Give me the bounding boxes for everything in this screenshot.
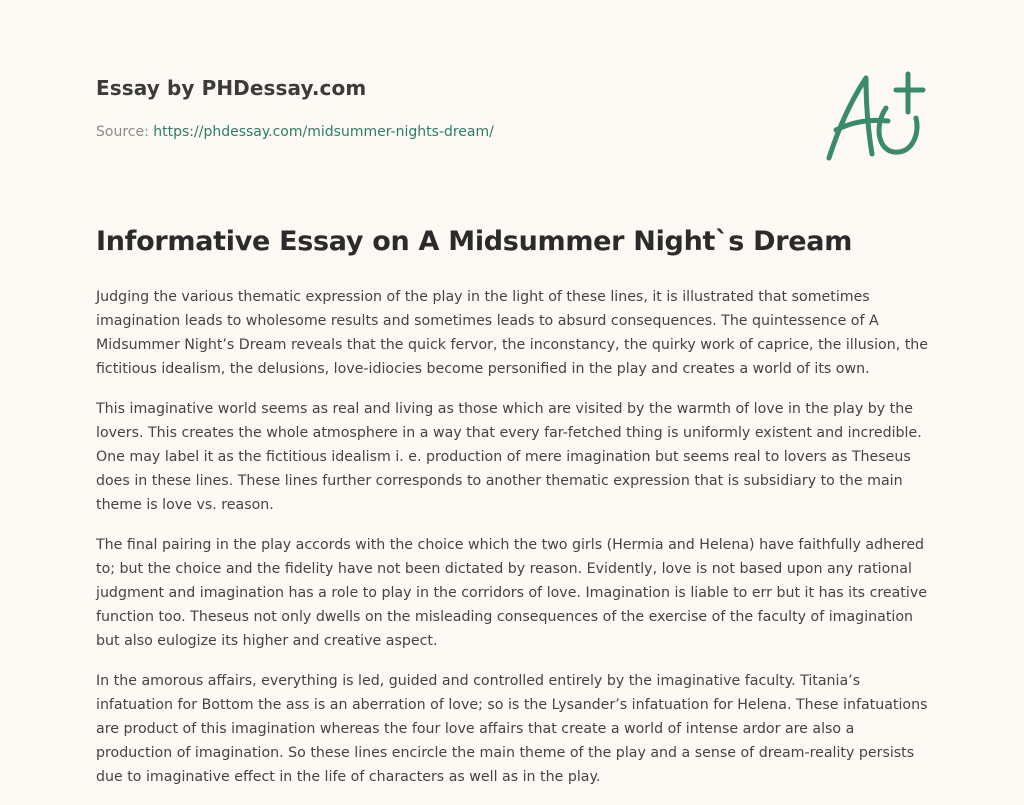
source-label: Source: xyxy=(96,124,149,140)
essay-paragraph: Judging the various thematic expression of the play in the light of these lines, it is illustrated that sometimes imagination leads to wholesome results and sometimes leads to absurd consequences. The quintessence of A Midsummer Night’s Dream reveals that the quick fervor, the inconstancy, the quirky work of caprice, the illusion, the fictitious idealism, the delusions, love-idiocies become personified in the play and creates a world of its own. xyxy=(96,289,928,377)
essay-title: Informative Essay on A Midsummer Night`s Dream xyxy=(96,226,853,257)
essay-paragraph: The final pairing in the play accords with the choice which the two girls (Hermia and Helena) have faithfully adhered to; but the choice and the fidelity have not been dictated by reason. Evidently, love is not based upon any rational judgment and imagination has a role to play in the corridors of love. Imagination is liable to err but it has its creative function too. Theseus not only dwells on the misleading consequences of the exercise of the faculty of imagination but also eulogize its higher and creative aspect. xyxy=(96,537,927,649)
brand-name: Essay by PHDessay.com xyxy=(96,76,367,100)
essay-body xyxy=(96,285,932,805)
site-header xyxy=(96,76,796,140)
a-plus-grade-icon xyxy=(822,68,932,164)
source-line xyxy=(96,124,494,140)
essay-paragraph: In the amorous affairs, everything is led, guided and controlled entirely by the imaginative faculty. Titania’s infatuation for Bottom the ass is an aberration of love; so is the Lysander’s infatuation for Helena. These infatuations are product of this imagination whereas the four love affairs that create a world of intense ardor are also a production of imagination. So these lines encircle the main theme of the play and a sense of dream-reality persists due to imaginative effect in the life of characters as well as in the play. xyxy=(96,673,928,785)
source-link[interactable]: https://phdessay.com/midsummer-nights-dream/ xyxy=(153,124,494,140)
essay-paragraph: This imaginative world seems as real and living as those which are visited by the warmth of love in the play by the lovers. This creates the whole atmosphere in a way that every far-fetched thing is uniformly existent and incredible. One may label it as the fictitious idealism i. e. production of mere imagination but seems real to lovers as Theseus does in these lines. These lines further corresponds to another thematic expression that is subsidiary to the main theme is love vs. reason. xyxy=(96,401,922,513)
